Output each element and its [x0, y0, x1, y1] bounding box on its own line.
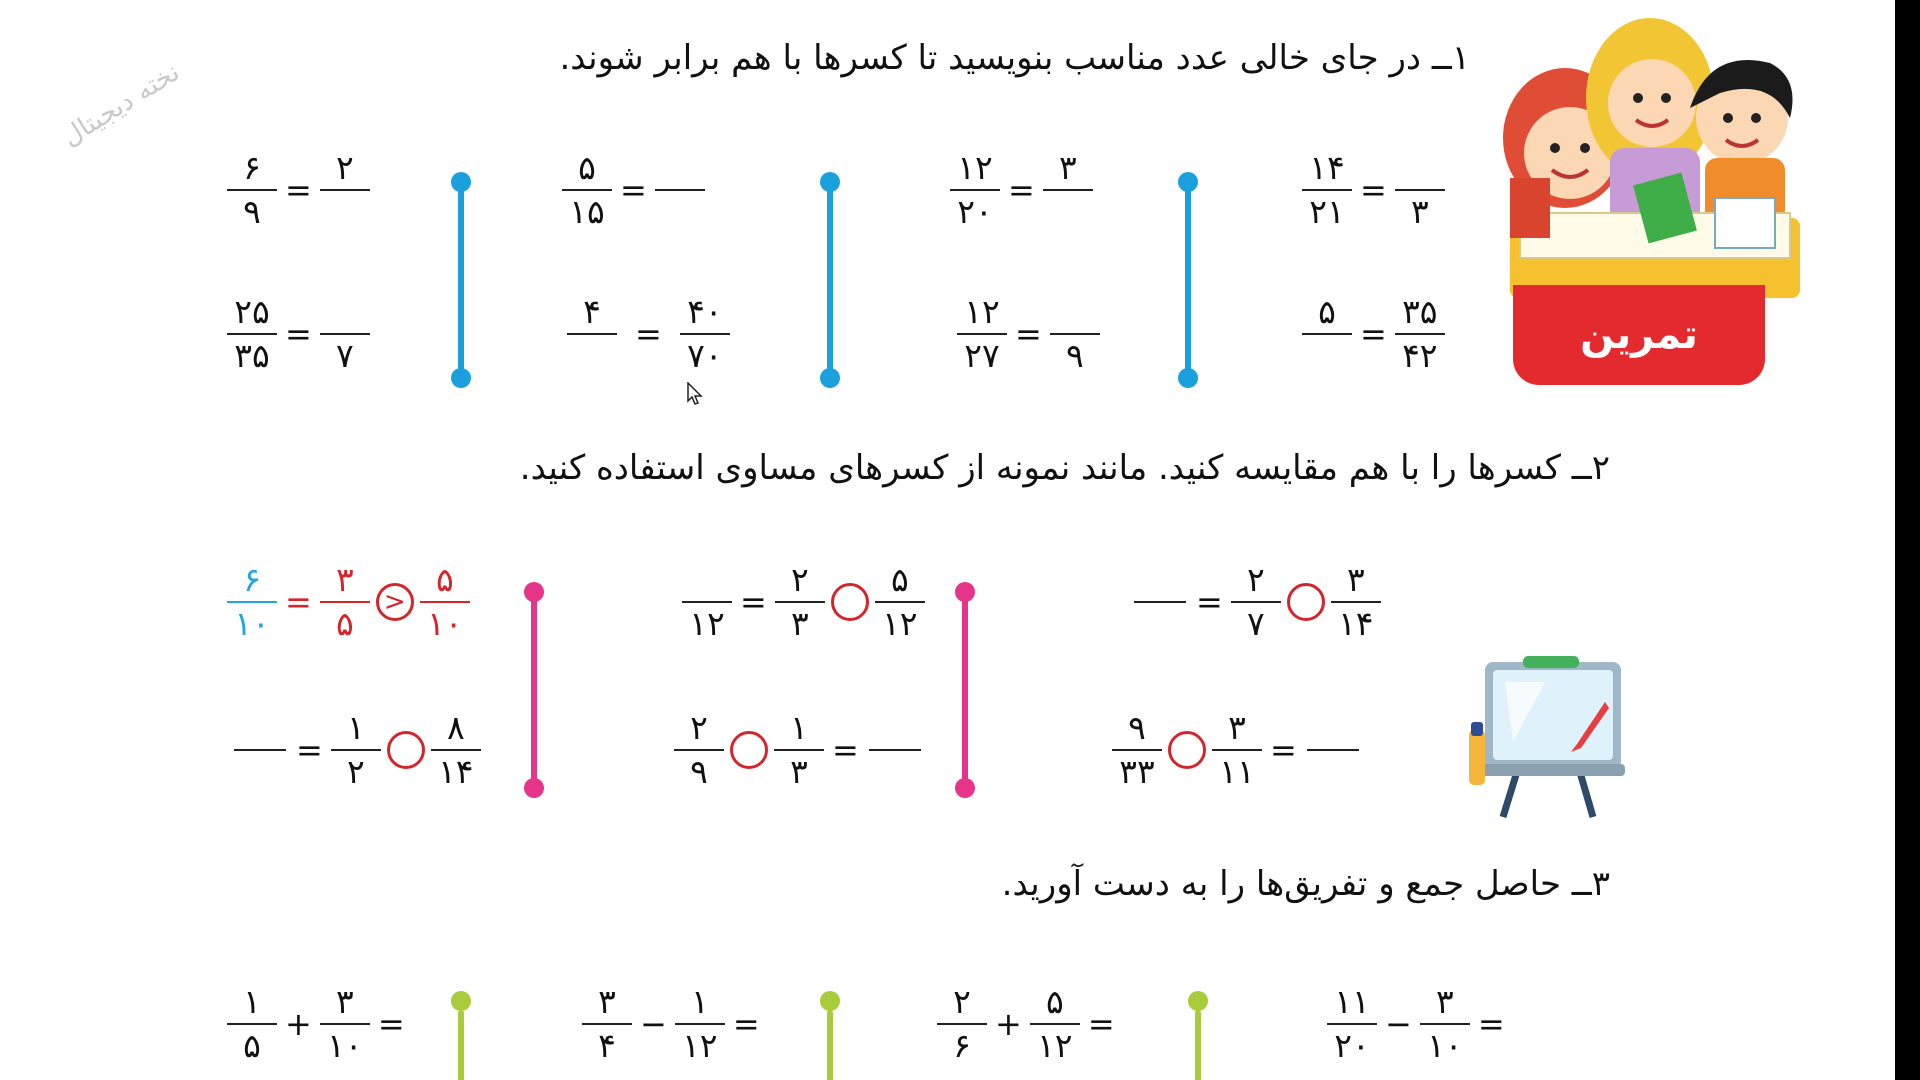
fraction-bar — [1212, 749, 1262, 751]
denominator: ۳۵ — [234, 336, 270, 375]
section3-divider — [827, 1010, 833, 1080]
numerator: ۱ — [690, 982, 709, 1021]
denominator: ۱۲ — [682, 1026, 718, 1065]
section2-divider — [962, 592, 968, 788]
numerator: ۳ — [1435, 982, 1454, 1021]
fraction — [318, 983, 372, 1065]
fraction-with-blank — [318, 293, 372, 375]
section3-divider-dot — [451, 991, 471, 1011]
fraction-bar — [227, 1023, 277, 1025]
fraction — [225, 561, 279, 643]
numerator: ۳ — [335, 560, 354, 599]
fraction-bar — [1112, 749, 1162, 751]
fraction — [1110, 709, 1164, 791]
fraction — [955, 293, 1009, 375]
fraction-bar — [320, 601, 370, 603]
numerator: ۴۰ — [687, 292, 723, 331]
comparison — [230, 708, 483, 792]
fraction-bar — [937, 1023, 987, 1025]
numerator: ۳ — [335, 982, 354, 1021]
denominator: ۱۰ — [1427, 1026, 1463, 1065]
comparison — [1110, 708, 1363, 792]
fraction-bar — [227, 189, 277, 191]
fraction-bar — [420, 601, 470, 603]
section1-divider-dot — [451, 172, 471, 192]
comparison-circle[interactable] — [730, 731, 768, 769]
equals-sign: = — [285, 171, 312, 209]
section2-heading: ۲ــ کسرها را با هم مقایسه کنید. مانند نمونه از کسرهای مساوی استفاده کنید. — [519, 448, 1610, 488]
equals-sign: = — [620, 171, 647, 209]
operator: − — [640, 1005, 667, 1043]
fraction-bar — [1420, 1023, 1470, 1025]
fraction — [418, 561, 472, 643]
fraction — [772, 709, 826, 791]
fraction-bar — [431, 749, 481, 751]
fraction — [1329, 561, 1383, 643]
denominator — [675, 193, 686, 231]
numerator: ۲۵ — [234, 292, 270, 331]
denominator: ۳ — [1410, 192, 1429, 231]
section2-divider-dot — [524, 582, 544, 602]
answer-blank[interactable] — [1307, 749, 1359, 751]
fraction — [1300, 149, 1354, 231]
fraction-bar — [957, 333, 1007, 335]
fraction — [873, 561, 927, 643]
numerator: ۲ — [790, 560, 809, 599]
numerator — [702, 561, 713, 599]
numerator: ۸ — [446, 708, 465, 747]
denominator: ۱۰ — [327, 1026, 363, 1065]
sum-expression — [225, 982, 411, 1066]
numerator: ۱۲ — [957, 148, 993, 187]
fraction — [225, 983, 279, 1065]
comparison-circle[interactable] — [831, 583, 869, 621]
exercise-badge — [1513, 285, 1765, 385]
numerator: ۲ — [335, 148, 354, 187]
denominator: ۱۲ — [1037, 1026, 1073, 1065]
sum-expression — [935, 982, 1121, 1066]
comparison — [680, 560, 927, 644]
fraction — [673, 983, 727, 1065]
equals-sign: = — [1270, 731, 1297, 769]
fraction — [1325, 983, 1379, 1065]
example-comparison — [225, 560, 472, 644]
denominator: ۱۰ — [427, 604, 463, 643]
fraction-bar — [680, 333, 730, 335]
section2-divider-dot — [955, 582, 975, 602]
numerator: ۱ — [346, 708, 365, 747]
equals-sign: = — [1196, 583, 1223, 621]
denominator: ۲۰ — [957, 192, 993, 231]
equation — [565, 292, 732, 376]
denominator: ۵ — [243, 1026, 261, 1065]
fraction — [1210, 709, 1264, 791]
fraction-bar — [1327, 1023, 1377, 1025]
fraction-bar — [1043, 189, 1093, 191]
answer-blank[interactable] — [869, 749, 921, 751]
equals-sign: = — [1015, 315, 1042, 353]
equals-sign: = — [285, 583, 312, 621]
numerator: ۱۴ — [1309, 148, 1345, 187]
comparison-circle[interactable] — [387, 731, 425, 769]
fraction-bar — [1050, 333, 1100, 335]
equals-sign: = — [285, 315, 312, 353]
fraction-bar — [950, 189, 1000, 191]
equals-sign: = — [732, 1005, 760, 1043]
equation — [1300, 292, 1447, 376]
section2-divider-dot — [955, 778, 975, 798]
section1-divider-dot — [451, 368, 471, 388]
fraction-with-blank — [318, 149, 372, 231]
fraction — [1229, 561, 1283, 643]
numerator: ۲ — [953, 982, 971, 1021]
section1-divider-dot — [820, 368, 840, 388]
numerator: ۳ — [1058, 148, 1077, 187]
section3-divider-dot — [1188, 991, 1208, 1011]
section1-divider-dot — [820, 172, 840, 192]
numerator: ۲ — [690, 708, 708, 747]
equation — [225, 292, 372, 376]
numerator: ۱ — [790, 708, 808, 747]
equation — [1300, 148, 1447, 232]
equation — [955, 292, 1102, 376]
equals-sign: = — [1008, 171, 1035, 209]
numerator: ۵ — [890, 560, 909, 599]
fraction-with-blank — [1048, 293, 1102, 375]
denominator: ۱۰ — [234, 604, 270, 643]
fraction-with-blank — [680, 561, 734, 643]
comparison-circle[interactable] — [1287, 583, 1325, 621]
fraction-bar — [774, 749, 824, 751]
numerator: ۶ — [243, 148, 261, 187]
fraction — [1028, 983, 1082, 1065]
section1-divider — [458, 182, 464, 378]
denominator — [1063, 193, 1074, 231]
fraction-bar — [1331, 601, 1381, 603]
numerator: ۳ — [598, 982, 616, 1021]
answer-blank[interactable] — [1134, 601, 1186, 603]
equals-sign: = — [1087, 1005, 1115, 1043]
denominator: ۹ — [690, 752, 708, 791]
fraction-with-blank — [653, 149, 707, 231]
denominator: ۷ — [335, 336, 354, 375]
denominator: ۶ — [953, 1026, 971, 1065]
numerator: ۴ — [583, 292, 601, 331]
section3-heading: ۳ــ حاصل جمع و تفریق‌ها را به دست آورید. — [1001, 864, 1610, 904]
section1-divider — [827, 182, 833, 378]
denominator: ۳ — [790, 752, 808, 791]
fraction-bar — [675, 1023, 725, 1025]
fraction — [318, 561, 372, 643]
comparison-circle[interactable] — [1168, 731, 1206, 769]
fraction-bar — [1395, 189, 1445, 191]
fraction — [935, 983, 989, 1065]
section2-divider-dot — [524, 778, 544, 798]
equals-sign: = — [377, 1005, 405, 1043]
denominator: ۱۴ — [438, 752, 474, 791]
fraction — [225, 149, 279, 231]
comparison — [672, 708, 925, 792]
fraction — [948, 149, 1002, 231]
fraction — [225, 293, 279, 375]
operator: + — [995, 1005, 1022, 1043]
fraction-bar — [674, 749, 724, 751]
difference-expression — [580, 982, 766, 1066]
fraction — [672, 709, 726, 791]
denominator: ۲۰ — [1334, 1026, 1370, 1065]
equals-sign: = — [832, 731, 859, 769]
denominator: ۴ — [598, 1026, 616, 1065]
numerator: ۶ — [243, 560, 261, 599]
denominator: ۱۴ — [1338, 604, 1374, 643]
fraction-with-blank — [1300, 293, 1354, 375]
numerator: ۹ — [1128, 708, 1146, 747]
fraction — [329, 709, 383, 791]
numerator: ۱۲ — [964, 292, 1000, 331]
denominator: ۱۱ — [1219, 752, 1255, 791]
denominator: ۹ — [1065, 336, 1084, 375]
fraction-bar — [655, 189, 705, 191]
numerator — [675, 149, 686, 187]
fraction-bar — [320, 1023, 370, 1025]
fraction-bar — [1395, 333, 1445, 335]
section1-divider-dot — [1178, 368, 1198, 388]
section2-divider — [531, 592, 537, 788]
equals-sign: = — [1360, 171, 1387, 209]
fraction — [773, 561, 827, 643]
fraction-bar — [1231, 601, 1281, 603]
numerator — [1415, 149, 1426, 187]
numerator: ۱۱ — [1334, 982, 1370, 1021]
fraction-with-blank — [565, 293, 619, 375]
numerator: ۵ — [578, 148, 596, 187]
numerator: ۳ — [1228, 708, 1246, 747]
fraction — [1418, 983, 1472, 1065]
denominator: ۱۲ — [689, 604, 725, 643]
comparison-circle: > — [376, 583, 414, 621]
denominator: ۱۵ — [569, 192, 605, 231]
difference-expression — [1325, 982, 1511, 1066]
section1-divider — [1185, 182, 1191, 378]
fraction-bar — [331, 749, 381, 751]
numerator — [340, 293, 351, 331]
denominator: ۲۷ — [964, 336, 1000, 375]
denominator: ۴۲ — [1402, 336, 1438, 375]
fraction-bar — [1030, 1023, 1080, 1025]
denominator — [1322, 337, 1333, 375]
numerator: ۲ — [1246, 560, 1265, 599]
mouse-cursor-icon — [687, 382, 703, 410]
fraction-bar — [320, 189, 370, 191]
section3-divider — [1195, 1010, 1201, 1080]
operator: + — [285, 1005, 312, 1043]
denominator — [340, 193, 351, 231]
denominator: ۲۱ — [1309, 192, 1345, 231]
fraction-bar — [775, 601, 825, 603]
fraction — [1393, 293, 1447, 375]
numerator — [1070, 293, 1081, 331]
denominator: ۵ — [335, 604, 354, 643]
numerator: ۱ — [243, 982, 261, 1021]
fraction — [429, 709, 483, 791]
fraction-with-blank — [1393, 149, 1447, 231]
numerator: ۵ — [435, 560, 454, 599]
fraction-bar — [320, 333, 370, 335]
equals-sign: = — [296, 731, 323, 769]
fraction-bar — [567, 333, 617, 335]
watermark: نخته دیجیتال — [57, 57, 186, 153]
numerator: ۵ — [1318, 292, 1336, 331]
section3-divider — [458, 1010, 464, 1080]
denominator — [587, 337, 598, 375]
answer-blank[interactable] — [234, 749, 286, 751]
numerator: ۳ — [1346, 560, 1365, 599]
equation — [560, 148, 707, 232]
numerator: ۵ — [1045, 982, 1064, 1021]
fraction-bar — [227, 333, 277, 335]
section1-divider-dot — [1178, 172, 1198, 192]
fraction-bar — [682, 601, 732, 603]
denominator: ۷۰ — [687, 336, 723, 375]
fraction — [678, 293, 732, 375]
equals-sign: = — [740, 583, 767, 621]
fraction — [560, 149, 614, 231]
section3-divider-dot — [820, 991, 840, 1011]
numerator: ۳۵ — [1402, 292, 1438, 331]
equals-sign: = — [1360, 315, 1387, 353]
denominator: ۳۳ — [1119, 752, 1155, 791]
denominator: ۱۲ — [882, 604, 918, 643]
equals-sign: = — [1477, 1005, 1505, 1043]
operator: − — [1385, 1005, 1412, 1043]
section1-heading: ۱ــ در جای خالی عدد مناسب بنویسید تا کسرها با هم برابر شوند. — [559, 38, 1470, 78]
equation — [225, 148, 372, 232]
exercise-badge-label: تمرین — [1580, 312, 1698, 358]
fraction-bar — [1302, 333, 1352, 335]
fraction-bar — [1302, 189, 1352, 191]
fraction-bar — [582, 1023, 632, 1025]
denominator: ۹ — [243, 192, 261, 231]
fraction-bar — [875, 601, 925, 603]
fraction-with-blank — [1041, 149, 1095, 231]
fraction — [580, 983, 634, 1065]
denominator: ۷ — [1246, 604, 1265, 643]
fraction-bar — [227, 601, 277, 603]
whiteboard-illustration — [1465, 652, 1630, 822]
equation — [948, 148, 1095, 232]
denominator: ۲ — [346, 752, 365, 791]
comparison — [1130, 560, 1383, 644]
fraction-bar — [562, 189, 612, 191]
kids-illustration — [1490, 18, 1820, 298]
denominator: ۳ — [790, 604, 809, 643]
equals-sign: = — [635, 315, 662, 353]
